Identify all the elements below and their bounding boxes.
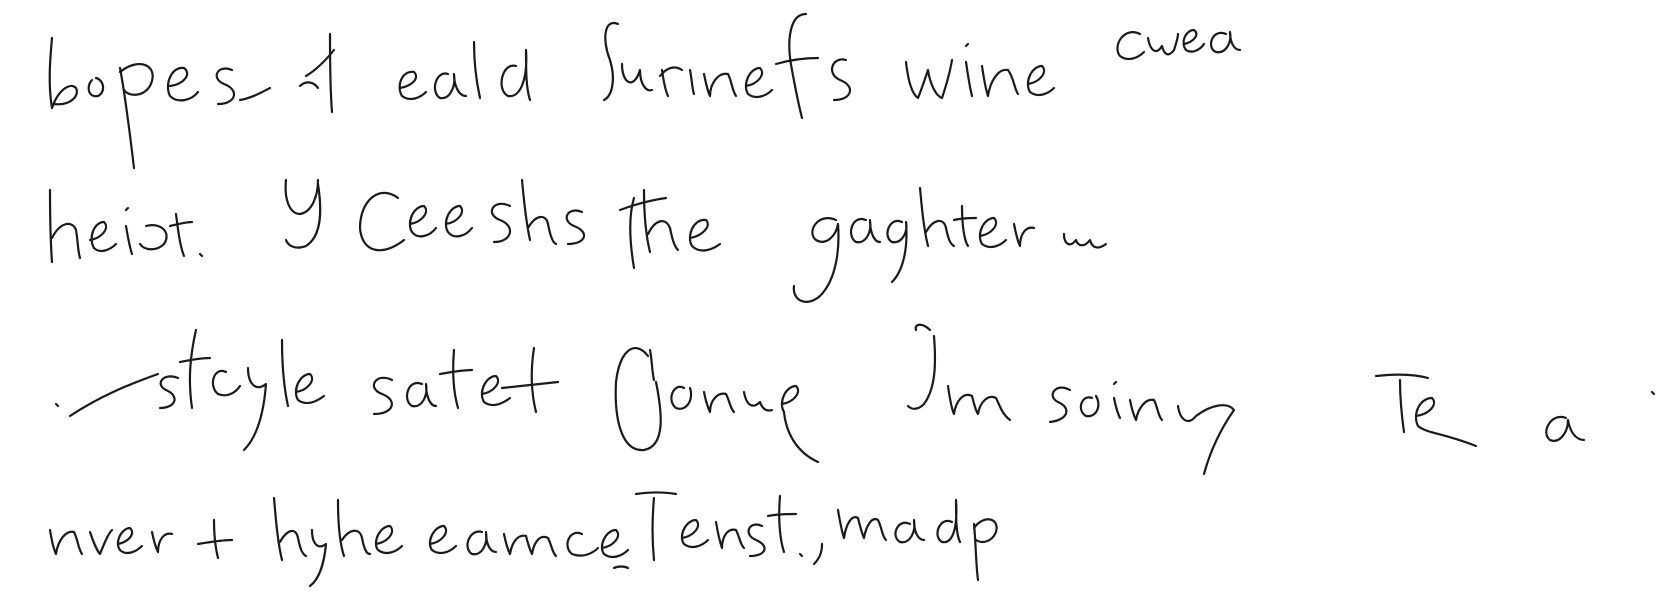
line-2-strokes bbox=[50, 180, 1106, 302]
line-3-strokes bbox=[56, 325, 1654, 474]
line-1-strokes bbox=[50, 14, 1240, 168]
line-4-strokes bbox=[50, 493, 997, 587]
